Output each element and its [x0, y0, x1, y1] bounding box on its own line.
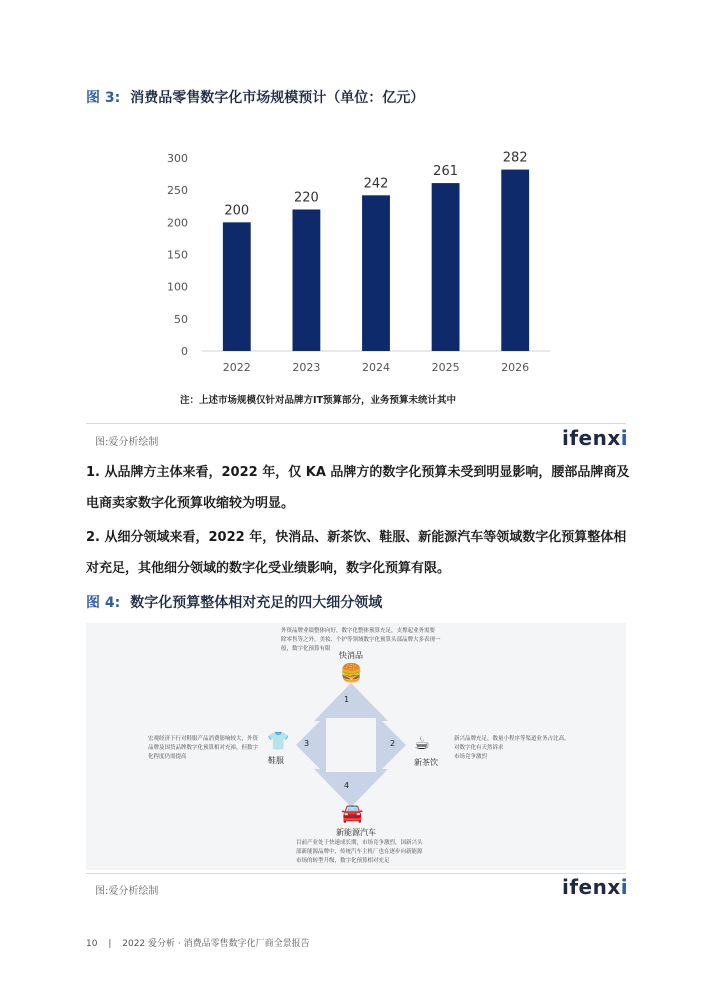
figure4-label: 图 4: [86, 595, 121, 611]
y-tick-label: 50 [174, 312, 188, 326]
bar-value-label: 282 [502, 150, 528, 166]
segment-2-notes: 新兴品牌充足，数量小程序等渠道业务占比高，对数字化有天然诉求 市场竞争激烈 [454, 736, 570, 760]
divider [86, 423, 626, 424]
bar [292, 209, 320, 351]
y-tick-label: 150 [167, 248, 188, 262]
x-tick-label: 2024 [362, 361, 390, 374]
segment-3-number: 3 [304, 739, 310, 748]
bar-value-label: 261 [433, 164, 459, 180]
segment-1-number: 1 [344, 695, 350, 704]
figure4-source: 图:爱分析绘制 [95, 886, 159, 897]
y-tick-label: 0 [181, 345, 188, 358]
x-tick-label: 2022 [222, 361, 251, 374]
segment-4-triangle [314, 769, 388, 807]
figure3-title: 图 3: 消费品零售数字化市场规模预计（单位：亿元） [86, 90, 425, 106]
report-title: 2022 爱分析 · 消费品零售数字化厂商全景报告 [122, 939, 310, 949]
bar [432, 183, 460, 351]
segment-4-number: 4 [344, 781, 350, 790]
four-segments-diagram [86, 623, 626, 870]
segment-4-notes: 目前产业处于快速成长期，市场竞争激烈，国新兴头部新能源品牌中，传统汽车主机厂也在逐步向新能源市场的转型升级，数字化预算相对充足 [296, 840, 423, 864]
segment-1-triangle [314, 683, 388, 721]
x-tick-label: 2025 [431, 361, 460, 374]
segment-1-notes: 外资品牌业绩整体向好，数字化整体预算充足，支撑起业务需要 除零售等之外，美妆、个护等领域数字化预算头部品牌大多表现一般，数字化预算有限 [281, 628, 441, 652]
segment-4-name: 新能源汽车 [336, 828, 376, 837]
fastfood-icon: 🍔 [340, 663, 363, 684]
segment-3-name: 鞋服 [268, 756, 284, 765]
page-footer: 10 | 2022 爱分析 · 消费品零售数字化厂商全景报告 [86, 939, 310, 949]
segment-1-name: 快消品 [339, 651, 363, 660]
bar-value-label: 200 [224, 203, 250, 219]
ifenxi-logo: ifenxi [562, 875, 629, 899]
market-size-bar-chart [160, 140, 560, 380]
bar-value-label: 220 [293, 190, 319, 206]
segment-2-number: 2 [390, 739, 396, 748]
tshirt-icon: 👕 [267, 731, 290, 752]
divider [86, 873, 626, 874]
figure3-label: 图 3: [86, 90, 121, 106]
page-number: 10 [86, 939, 98, 949]
x-tick-label: 2023 [292, 361, 321, 374]
y-tick-label: 200 [167, 216, 188, 230]
bar [362, 195, 390, 351]
figure3-source: 图:爱分析绘制 [95, 437, 159, 448]
car-icon: 🚘 [341, 803, 364, 824]
figure4-title: 图 4: 数字化预算整体相对充足的四大细分领域 [86, 595, 383, 611]
segment-3-notes: 宏观经济下行对鞋服产品消费影响较大，外资品牌及国货品牌数字化预算相对充裕，但数字化程度仍需提高 [148, 736, 259, 760]
y-tick-label: 300 [167, 152, 188, 165]
paragraph-brand: 1. 从品牌方主体来看，2022 年，仅 KA 品牌方的数字化预算未受到明显影响，腰部品牌商及电商卖家数字化预算收缩较为明显。 [86, 465, 630, 511]
segment-2-name: 新茶饮 [414, 758, 438, 767]
bar [501, 170, 529, 351]
ifenxi-logo: ifenxi [562, 426, 629, 450]
bar [223, 222, 251, 351]
y-tick-label: 250 [167, 184, 188, 198]
tea-cup-icon: ☕ [414, 733, 431, 754]
bar-value-label: 242 [363, 176, 389, 192]
y-tick-label: 100 [167, 280, 188, 294]
paragraph-segment: 2. 从细分领域来看，2022 年，快消品、新茶饮、鞋服、新能源汽车等领域数字化预算整体相对充足，其他细分领域的数字化受业绩影响，数字化预算有限。 [86, 530, 627, 576]
chart-note: 注：上述市场规模仅针对品牌方IT预算部分，业务预算未统计其中 [180, 395, 457, 406]
x-tick-label: 2026 [501, 361, 530, 374]
